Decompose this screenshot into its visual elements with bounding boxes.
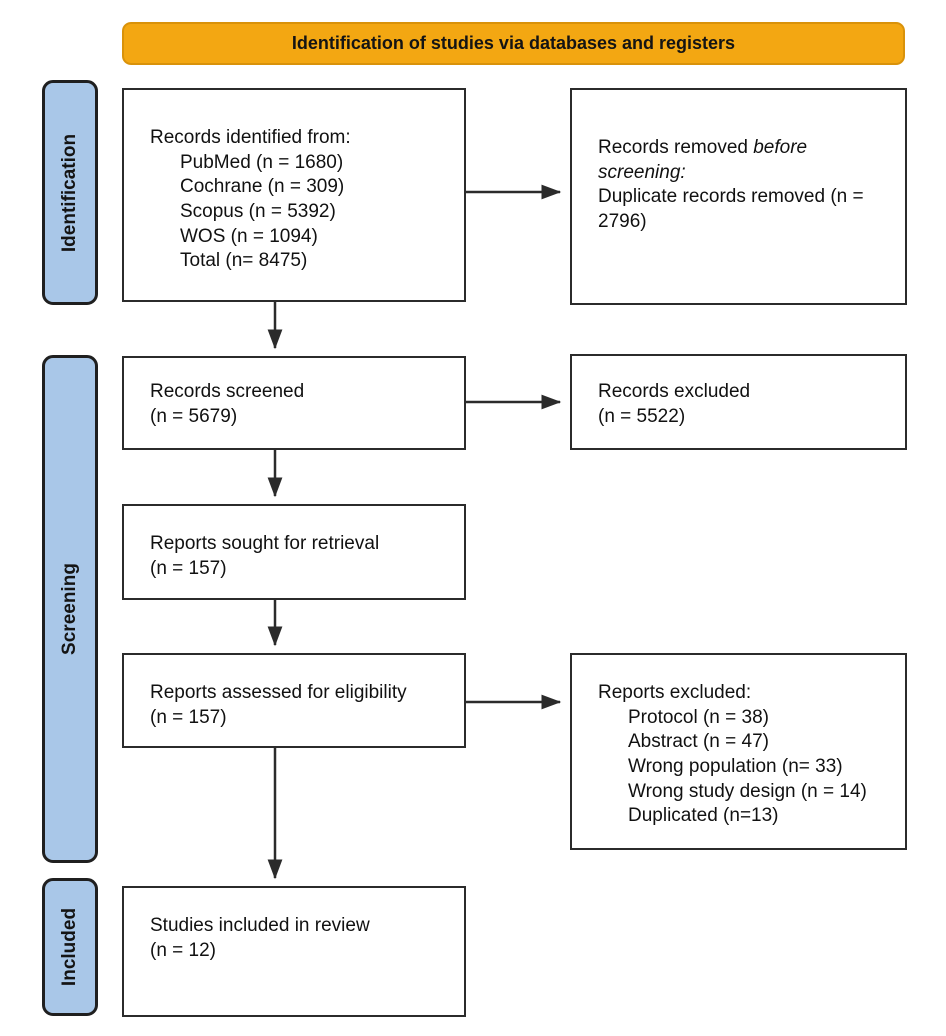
stage-label-identification [42, 80, 98, 305]
duplicates-removed-count: Duplicate records removed (n = 2796) [598, 186, 864, 233]
exclusion-reason-wrong-study-design: Wrong study design (n = 14) [628, 780, 867, 802]
box-count: (n = 157) [150, 557, 227, 579]
records-identified-box [122, 88, 466, 302]
box-count: (n = 5679) [150, 405, 238, 427]
records-excluded-box [570, 354, 907, 450]
source-count-scopus: Scopus (n = 5392) [180, 201, 336, 223]
box-count: (n = 157) [150, 706, 227, 728]
box-title: Reports excluded: [598, 682, 752, 703]
stage-label-text: Included [59, 907, 80, 987]
box-title: Records removed before screening: [598, 137, 808, 183]
source-count-cochrane: Cochrane (n = 309) [180, 176, 345, 198]
box-count: (n = 5522) [598, 405, 686, 427]
box-title: Reports sought for retrieval [150, 533, 380, 554]
records-removed-box [570, 88, 907, 305]
reports-excluded-box [570, 653, 907, 850]
exclusion-reason-wrong-population: Wrong population (n= 33) [628, 756, 843, 778]
exclusion-reason-abstract: Abstract (n = 47) [628, 731, 769, 753]
stage-label-screening [42, 355, 98, 863]
exclusion-reason-protocol: Protocol (n = 38) [628, 706, 769, 728]
stage-label-text: Identification [59, 133, 81, 252]
exclusion-reason-duplicated: Duplicated (n=13) [628, 805, 779, 827]
diagram-title: Identification of studies via databases and registers [291, 33, 736, 53]
box-title: Records excluded [598, 381, 751, 402]
records-screened-box [122, 356, 466, 450]
source-count-wos: WOS (n = 1094) [180, 225, 318, 247]
source-count-pubmed: PubMed (n = 1680) [180, 151, 344, 173]
box-title: Records identified from: [150, 127, 351, 148]
box-count: (n = 12) [150, 939, 217, 961]
reports-assessed-box [122, 653, 466, 748]
studies-included-box [122, 886, 466, 1017]
box-title-italic: before screening: [598, 137, 808, 183]
reports-sought-box [122, 504, 466, 600]
diagram-title-banner [122, 22, 905, 65]
source-count-total: Total (n= 8475) [180, 250, 308, 272]
box-title: Studies included in review [150, 915, 370, 936]
box-title: Reports assessed for eligibility [150, 682, 407, 703]
stage-label-text: Screening [59, 563, 80, 655]
stage-label-included [42, 878, 98, 1016]
box-title: Records screened [150, 381, 305, 402]
